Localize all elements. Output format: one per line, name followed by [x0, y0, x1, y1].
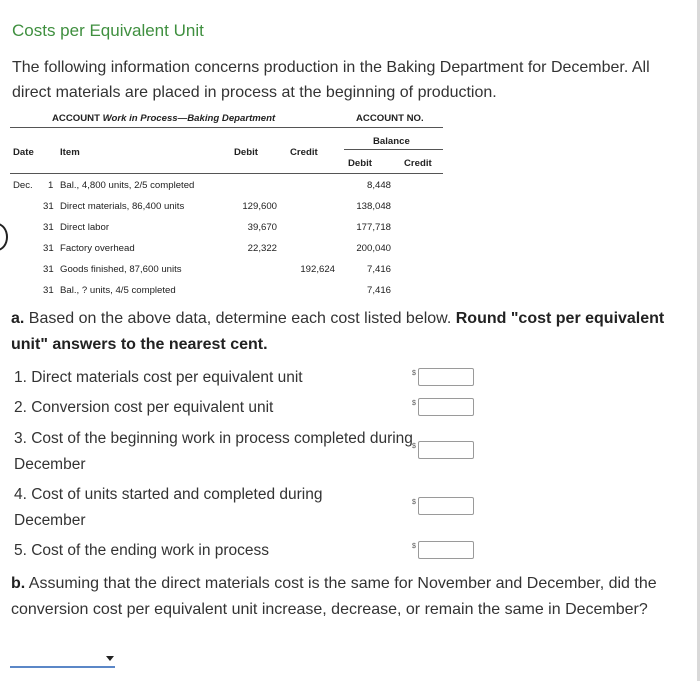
- row-item: Direct labor: [60, 222, 110, 233]
- row-debit: 39,670: [247, 222, 277, 233]
- row-item: Factory overhead: [60, 243, 135, 254]
- item-ending-wip-cost: 5. Cost of the ending work in process: [14, 542, 270, 559]
- circle-marker: [0, 223, 8, 251]
- row-balance-debit: 177,718: [356, 222, 391, 233]
- question-a-label: a.: [11, 310, 25, 327]
- header-credit: Credit: [290, 147, 318, 158]
- ledger-rule: [10, 127, 443, 128]
- direct-materials-cost-input[interactable]: [418, 368, 474, 386]
- page-title: Costs per Equivalent Unit: [12, 21, 204, 40]
- conversion-change-dropdown[interactable]: [10, 652, 115, 668]
- dollar-sign: $: [412, 443, 416, 450]
- item-direct-materials-cost: 1. Direct materials cost per equivalent unit: [14, 369, 303, 386]
- row-item: Goods finished, 87,600 units: [60, 264, 182, 275]
- header-balance-credit: Credit: [404, 158, 432, 169]
- beginning-wip-cost-input[interactable]: [418, 441, 474, 459]
- row-day: 31: [43, 243, 54, 254]
- chevron-down-icon: [106, 656, 114, 661]
- header-date: Date: [13, 147, 34, 158]
- row-day: 31: [43, 264, 54, 275]
- row-item: Direct materials, 86,400 units: [60, 201, 185, 212]
- account-title: [52, 113, 275, 124]
- started-completed-cost-input[interactable]: [418, 497, 474, 515]
- row-balance-debit: 8,448: [366, 180, 391, 191]
- question-b-label: b.: [11, 575, 26, 592]
- row-balance-debit: 7,416: [366, 264, 391, 275]
- dollar-sign: $: [412, 370, 416, 377]
- question-a: [11, 306, 671, 358]
- row-day: 31: [43, 222, 54, 233]
- item-started-completed-cost: 4. Cost of units started and completed during December: [14, 486, 323, 529]
- intro-text: The following information concerns production in the Baking Department for December. All direct materials are placed in process at the beginning of production.: [12, 59, 650, 101]
- question-a-text: Based on the above data, determine each cost listed below.: [28, 310, 452, 327]
- dollar-sign: $: [412, 499, 416, 506]
- row-balance-debit: 200,040: [356, 243, 391, 254]
- answer-conversion-cost: [412, 398, 474, 416]
- row-month: Dec.: [13, 180, 33, 191]
- header-item: Item: [60, 147, 80, 158]
- question-a-rounding-note: Round "cost per equivalent unit" answers to the nearest cent.: [11, 310, 665, 353]
- row-day: 31: [43, 201, 54, 212]
- answer-beginning-wip-cost: [412, 441, 474, 459]
- row-debit: 129,600: [242, 201, 277, 212]
- row-debit: 22,322: [247, 243, 277, 254]
- question-b-text: Assuming that the direct materials cost is the same for November and December, did the conversion cost per equivalent unit increase, decrease, or remain the same in December?: [11, 575, 657, 618]
- row-item: Bal., 4,800 units, 2/5 completed: [60, 180, 195, 191]
- account-number-label: ACCOUNT NO.: [356, 113, 424, 124]
- account-label: ACCOUNT: [52, 113, 100, 124]
- dollar-sign: $: [412, 400, 416, 407]
- ending-wip-cost-input[interactable]: [418, 541, 474, 559]
- answer-direct-materials-cost: [412, 368, 474, 386]
- item-conversion-cost: 2. Conversion cost per equivalent unit: [14, 399, 274, 416]
- dollar-sign: $: [412, 543, 416, 550]
- header-debit: Debit: [234, 147, 258, 158]
- item-beginning-wip-cost: 3. Cost of the beginning work in process completed during December: [14, 430, 413, 473]
- question-b: [11, 571, 691, 623]
- answer-started-completed-cost: [412, 497, 474, 515]
- answer-ending-wip-cost: [412, 541, 474, 559]
- row-day: 31: [43, 285, 54, 296]
- ledger-account: [10, 110, 443, 305]
- row-balance-debit: 138,048: [356, 201, 391, 212]
- conversion-cost-input[interactable]: [418, 398, 474, 416]
- row-day: 1: [48, 180, 54, 191]
- balance-rule: [344, 149, 443, 150]
- balance-header: Balance: [373, 136, 410, 147]
- account-name: Work in Process—Baking Department: [102, 113, 276, 124]
- row-balance-debit: 7,416: [366, 285, 391, 296]
- header-rule: [10, 173, 443, 174]
- row-credit: 192,624: [300, 264, 335, 275]
- row-item: Bal., ? units, 4/5 completed: [60, 285, 176, 296]
- header-balance-debit: Debit: [348, 158, 372, 169]
